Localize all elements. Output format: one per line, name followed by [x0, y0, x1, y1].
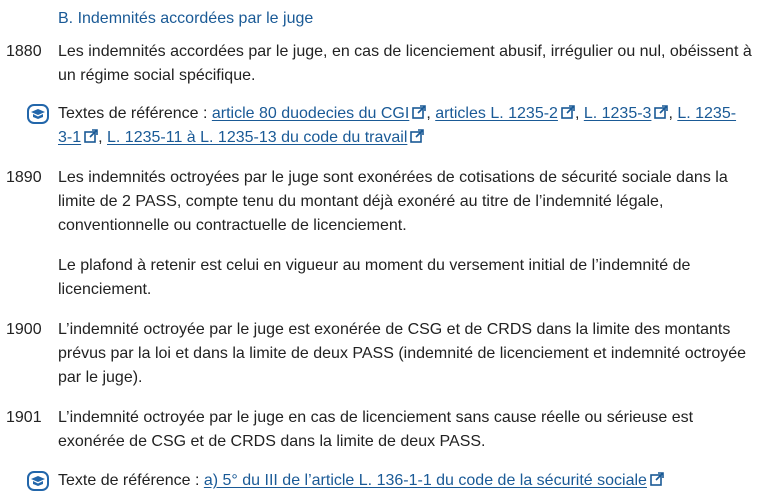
paragraph-number: 1890	[6, 169, 42, 186]
link-article-80-duodecies[interactable]: article 80 duodecies du CGI	[211, 105, 410, 122]
reference-label: Texte de référence :	[58, 472, 204, 489]
text-line: limite de 2 PASS, compte tenu du montant déjà exonéré au titre de l’indemnité légale,	[58, 193, 664, 210]
link-l1235-3-1[interactable]: L. 1235- 3-1	[58, 105, 737, 146]
paragraph-text	[58, 40, 758, 88]
paragraph-number: 1880	[6, 43, 42, 60]
text-line: un régime social spécifique.	[58, 67, 256, 84]
text-line: Le plafond à retenir est celui en vigueur au moment du versement initial de l’indemnité de	[58, 257, 691, 274]
text-line: par le juge).	[58, 369, 143, 386]
text-line: licenciement.	[58, 281, 152, 298]
text-line: conventionnelle ou contractuelle de licenciement.	[58, 217, 407, 234]
text-line: Les indemnités octroyées par le juge sont exonérées de cotisations de sécurité sociale dans la	[58, 169, 728, 186]
paragraph-text	[58, 166, 758, 238]
text-line: prévus par la loi et dans la limite de deux PASS (indemnité de licenciement et indemnité octroyée	[58, 345, 747, 362]
book-reference-icon	[27, 471, 49, 491]
section-heading: B. Indemnités accordées par le juge	[58, 10, 314, 27]
external-link-icon	[650, 472, 664, 486]
text-line: L’indemnité octroyée par le juge en cas de licenciement sans cause réelle ou sérieuse est	[58, 409, 694, 426]
external-link-icon	[561, 105, 575, 119]
paragraph-text-continued	[58, 254, 758, 302]
reference-label: Textes de référence :	[58, 105, 212, 122]
reference-text: Textes de référence : article 80 duodecies du CGI , articles L. 1235-2 , L. 1235-3 , L. 1235- 3-1 , L. 1235-11 à L. 1235-13 du code du travail	[58, 105, 737, 146]
reference-text	[58, 469, 758, 493]
link-l1235-11-13[interactable]: L. 1235-11 à L. 1235-13 du code du travail	[107, 129, 408, 146]
paragraph-text	[58, 406, 758, 454]
link-l136-1-1-css[interactable]: a) 5° du III de l’article L. 136-1-1 du code de la sécurité sociale	[203, 472, 647, 489]
text-line: L’indemnité octroyée par le juge est exonérée de CSG et de CRDS dans la limite des montants	[58, 321, 731, 338]
link-articles-l1235-2[interactable]: articles L. 1235-2	[435, 105, 558, 122]
external-link-icon	[412, 105, 426, 119]
text-line: Les indemnités accordées par le juge, en cas de licenciement abusif, irrégulier ou nul, obéissent à	[58, 43, 752, 60]
paragraph-number: 1900	[6, 321, 42, 338]
external-link-icon	[410, 129, 424, 143]
book-reference-icon	[27, 104, 49, 124]
link-l1235-3[interactable]: L. 1235-3	[583, 105, 652, 122]
external-link-icon	[84, 129, 98, 143]
paragraph-number: 1901	[6, 409, 42, 426]
paragraph-text	[58, 318, 758, 390]
external-link-icon	[654, 105, 668, 119]
text-line: exonérée de CSG et de CRDS dans la limite de deux PASS.	[58, 433, 486, 450]
